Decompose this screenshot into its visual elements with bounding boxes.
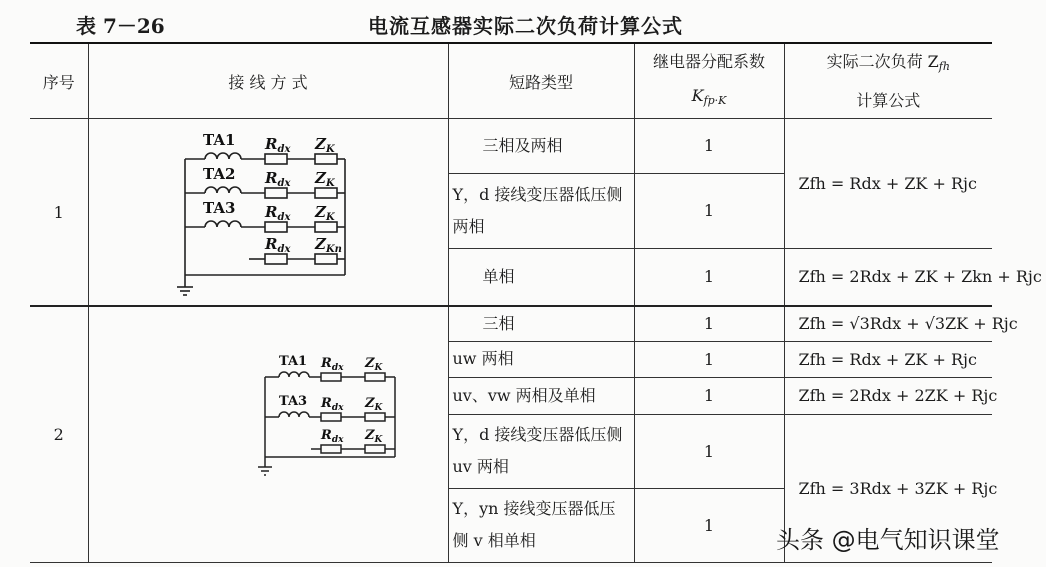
coef-cell: 1: [634, 119, 784, 174]
header-load-formula: [784, 43, 992, 119]
fault-type-cell: Y，d 接线变压器低压侧两相: [448, 173, 634, 248]
resistor-label: $R_{dx}$: [264, 135, 290, 155]
impedance-label: $Z_{Kn}$: [314, 235, 342, 255]
fault-type-cell: 三相及两相: [448, 119, 634, 174]
impedance-label: $Z_K$: [314, 203, 335, 223]
coef-cell: 1: [634, 306, 784, 341]
header-row: [30, 43, 992, 119]
header-coef-symbol-wrap: [643, 79, 776, 118]
formula-cell: Zfh = Rdx + ZK + Rjc: [784, 119, 992, 249]
impedance-label: $Z_K$: [364, 428, 382, 446]
formula-cell: Zfh = √3Rdx + √3ZK + Rjc: [784, 306, 992, 341]
formula-cell: Zfh = Rdx + ZK + Rjc: [784, 341, 992, 377]
wiring-diagram-1: [88, 119, 448, 307]
watermark: 头条 @电气知识课堂: [776, 526, 1000, 554]
impedance-label: $Z_K$: [364, 396, 382, 414]
ta-label: TA1: [278, 354, 307, 370]
header-no: 序号: [30, 43, 88, 119]
header-load-title-wrap: [793, 45, 985, 84]
coef-cell: 1: [634, 248, 784, 306]
fault-type-cell: 单相: [448, 248, 634, 306]
ta-label: TA3: [202, 199, 235, 217]
wiring-diagram-2-svg: [89, 309, 449, 559]
formula-cell: Zfh = 2Rdx + ZK + Zkn + Rjc: [784, 248, 992, 306]
row-no-2: 2: [30, 306, 88, 562]
resistor-label: $R_{dx}$: [264, 169, 290, 189]
resistor-label: $R_{dx}$: [264, 235, 290, 255]
header-coef-subscript: fp·K: [703, 93, 727, 107]
formula-table: [30, 42, 1042, 563]
resistor-label: $R_{dx}$: [264, 203, 290, 223]
header-wiring: 接 线 方 式: [88, 43, 448, 119]
header-coefficient: [634, 43, 784, 119]
coef-cell: 1: [634, 414, 784, 488]
ta-label: TA2: [202, 165, 235, 183]
coef-cell: 1: [634, 173, 784, 248]
header-coef-title: 继电器分配系数: [652, 51, 765, 71]
wiring-diagram-1-svg: [89, 119, 449, 305]
coef-cell: 1: [634, 488, 784, 562]
header-load-title2: 计算公式: [856, 90, 921, 110]
fault-type-cell: 三相: [448, 306, 634, 341]
table-row: [30, 306, 992, 341]
resistor-label: $R_{dx}$: [320, 428, 343, 446]
fault-type-cell: uw 两相: [448, 341, 634, 377]
resistor-label: $R_{dx}$: [320, 356, 343, 374]
ta-label: TA3: [278, 394, 307, 410]
table-number: 表 7－26: [76, 14, 165, 38]
fault-type-cell: Y，d 接线变压器低压侧 uv 两相: [448, 414, 634, 488]
impedance-label: $Z_K$: [314, 169, 335, 189]
fault-type-cell: uv、vw 两相及单相: [448, 377, 634, 414]
table-row: [30, 119, 992, 174]
fault-type-cell: Y，yn 接线变压器低压侧 v 相单相: [448, 488, 634, 562]
impedance-label: $Z_K$: [314, 135, 335, 155]
wiring-diagram-2: [88, 306, 448, 562]
impedance-label: $Z_K$: [364, 356, 382, 374]
header-load-title: 实际二次负荷 Z: [826, 51, 939, 71]
formula-cell: Zfh = 3Rdx + 3ZK + Rjc: [784, 414, 992, 562]
header-coef-symbol: K: [691, 85, 704, 105]
ta-label: TA1: [202, 131, 235, 149]
coef-cell: 1: [634, 341, 784, 377]
header-load-subscript: fh: [938, 59, 950, 73]
header-fault-type: 短路类型: [448, 43, 634, 119]
resistor-label: $R_{dx}$: [320, 396, 343, 414]
coef-cell: 1: [634, 377, 784, 414]
formula-table-container: [30, 42, 1042, 567]
table-caption: [0, 6, 1046, 36]
row-no-1: 1: [30, 119, 88, 307]
table-title: 电流互感器实际二次负荷计算公式: [368, 14, 683, 38]
formula-cell: Zfh = 2Rdx + 2ZK + Rjc: [784, 377, 992, 414]
